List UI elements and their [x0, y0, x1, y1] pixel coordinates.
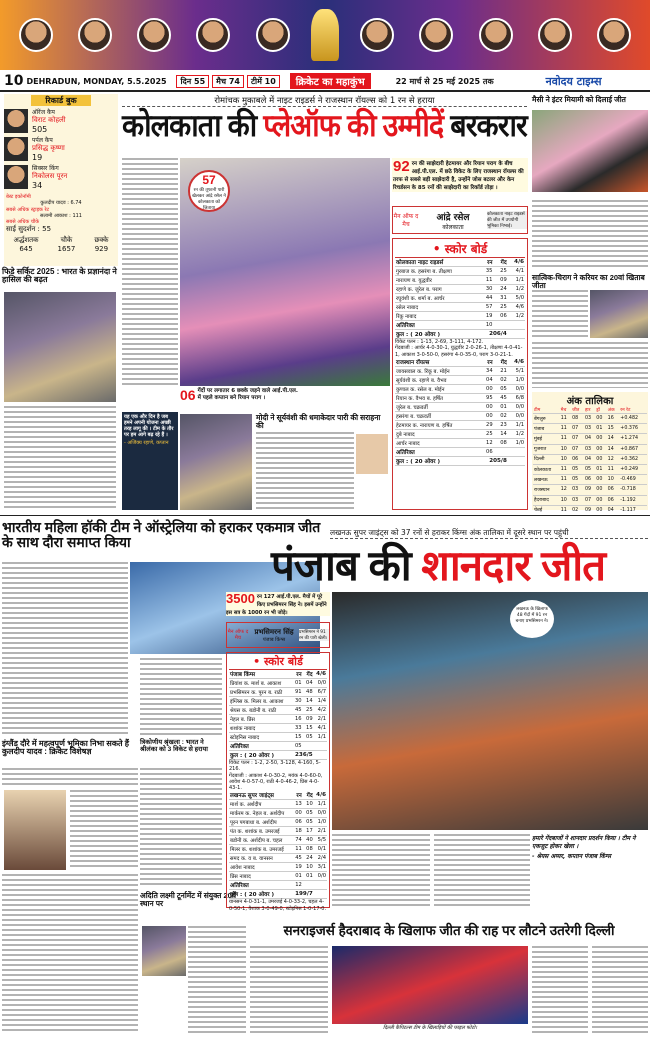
article-text	[532, 200, 648, 270]
points-row: हैदराबाद 10 03 07 00 06 -1.192	[533, 495, 647, 505]
fours-label: सबसे अधिक चौके	[6, 219, 40, 225]
partnership-stat: 92 रन की साझेदारी हेटमायर और रियान पराग के बीच आई.पी.एल. में छठे विकेट के लिए राजस्थान रॉयल्स की तरफ से सबसे बड़ी साझेदारी है, उन्होंने जोस बटलर और केन रिचर्डसन के 85 रनों की साझेदारी का रिकॉर्ड तोड़ा ।	[392, 158, 528, 192]
strike-label: सबसे अधिक स्ट्राइक रेट	[6, 206, 50, 213]
player-photo	[19, 18, 53, 52]
batsman-row: कुणाल क. रसेल ब. मोईन 00 05 0/0	[396, 385, 524, 393]
team-header-row: राजस्थान रॉयल्स रन गेंद 4/6	[396, 358, 524, 366]
record-item: ऑरेंज कैप विराट कोहली 505	[4, 108, 118, 134]
points-row: राजस्थान 12 03 09 00 06 -0.718	[533, 485, 647, 495]
article-text	[250, 946, 328, 1034]
points-row: चेन्नई 11 02 09 00 04 -1.117	[533, 505, 647, 515]
prabhsimran-batting-photo	[332, 592, 648, 830]
kkr-scoreboard: • स्कोर बोर्ड कोलकाता नाइट राइडर्स रन गेंद 4/6 गुरबाज क. हसरंगा ब. तीक्षणा 35 25 4/1 नारायण ब. युद्धवीर 11 09 1/1 रहाणे क. जुरेल ब. पराग 30 24 1/2 रघुवंशी क. शर्मा ब. आर्चर 44 31 5/0 रसेल नाबाद 57 25 4/6 रिंकू नाबाद 19 06 1/2 अतिरिक्त 10 कुल : ( 20 ओवर ) 206/4 विकेट पतन : 1-13, 2-69, 3-111, 4-172. गेंदबाजी : आर्चर 4-0-30-1, युद्धवीर 2-0-26-1, तीक्षणा 4-0-41-1, आकाश 3-0-50-0, हसरंगा 4-0-35-0, पराग 3-0-21-1. राजस्थान रॉयल्स रन गेंद 4/6 जायसवाल क. रिंकू ब. मोईन 34 21 5/1 सूर्यवंशी क. रहाणे ब. वैभव 04 02 1/0 कुणाल क. रसेल ब. मोईन 00 05 0/0 रियान क. वैभव ब. हर्षित 95 45 6/8 जुरेल ब. चक्रवर्ती 00 01 0/0 हसरंगा ब. चक्रवर्ती 00 02 0/0 हेटमायर क. नारायण ब. हर्षित 29 23 1/1 दुबे नाबाद 25 14 1/2 आर्चर नाबाद 12 08 1/0 अतिरिक्त 06 कुल : ( 20 ओवर ) 205/8	[392, 238, 528, 510]
strike-value: सलामी आकाश : 111	[40, 212, 82, 219]
batsman-row: प्रियांश क. मार्श ब. आकाश 01 04 0/0	[230, 680, 326, 687]
batsman-row: सूर्यवंशी क. रहाणे ब. वैभव 04 02 1/0	[396, 376, 524, 384]
batsman-row: मार्श क. अर्शदीप 13 10 1/1	[230, 801, 326, 809]
batsman-row: गुरबाज क. हसरंगा ब. तीक्षणा 35 25 4/1	[396, 268, 524, 275]
points-table-title: अंक तालिका	[566, 396, 614, 407]
batsman-row: श्रेयस क. बडोनी ब. राठी 45 25 4/2	[230, 707, 326, 714]
batsman-row: रहाणे क. जुरेल ब. पराग 30 24 1/2	[396, 286, 524, 293]
scoreboard-title: • स्कोर बोर्ड	[229, 654, 327, 670]
aditi-photo	[142, 926, 186, 976]
brand-title: क्रिकेट का महाकुंभ	[290, 73, 371, 89]
points-row: बेंगलुरु 11 08 03 00 16 +0.482	[533, 414, 647, 424]
article-text	[532, 290, 588, 338]
prabhsimran-stat: 3500 रन 127 आई.पी.एल. मैचों में पूरे किए प्रभसिमरन सिंह ने। इसमें उन्होंने इस सत्र के 1000 रन भी जोड़े।	[226, 592, 330, 616]
fall-of-wickets: विकेट पतन : 1-2, 2-50, 3-128, 4-160, 5-216.	[229, 760, 321, 773]
aditi-headline: अदिति लक्ष्मी टूर्नामेंट में संयुक्त 20वें स्थान पर	[140, 891, 237, 908]
kuldeep-headline: इंग्लैंड दौरे में महत्वपूर्ण भूमिका निभा सकते हैं कुलदीप यादव : क्रिकेट विशेषज्ञ	[2, 739, 130, 757]
article-text	[532, 342, 648, 388]
article-text	[140, 658, 222, 736]
batsman-row: हसरंगा ब. चक्रवर्ती 00 02 0/0	[396, 412, 524, 420]
economy-value: कुलदीप यादव : 6.74	[40, 200, 82, 207]
player-photo	[4, 137, 28, 161]
batsman-row: पंत क. शशांक ब. उमरजई 18 17 2/1	[230, 828, 326, 836]
article-text	[256, 432, 354, 510]
batsman-row: आर्चर नाबाद 12 08 1/0	[396, 439, 524, 447]
bowling-figures: यानसन 4-0-31-1, उमरजई 4-0-33-2, चहल 4-0-50-1, वैशाक 3-0-49-0, स्टोइनिस 1-0-17-0.	[229, 899, 327, 912]
hockey-headline: भारतीय महिला हॉकी टीम ने ऑस्ट्रेलिया को हराकर एकमात्र जीत के साथ दौरा समाप्त किया	[2, 519, 321, 550]
article-text	[2, 874, 138, 1034]
batsman-row: शशांक नाबाद 33 15 4/1	[230, 725, 326, 732]
prabhsimran-bubble: लखनऊ के खिलाफ 48 गेंदों में 91 रन बनाए प्रभसिमरन ने।	[510, 600, 554, 638]
page-header	[0, 72, 650, 92]
player-photo	[419, 18, 453, 52]
batsman-row: जुरेल ब. चक्रवर्ती 00 01 0/0	[396, 403, 524, 411]
paper-logo: नवोदय टाइम्स	[545, 74, 602, 88]
article-text	[2, 562, 128, 737]
points-row: लखनऊ 11 05 06 00 10 -0.469	[533, 475, 647, 485]
man-of-the-match: मैन ऑफ द मैच आंद्रे रसेल कोलकाता कोलकाता नाइट राइडर्स की जीत में उपयोगी भूमिका निभाई।	[392, 206, 528, 234]
article-text	[122, 158, 178, 386]
satwik-chirag-photo	[590, 290, 648, 338]
player-photo	[538, 18, 572, 52]
player-photo	[137, 18, 171, 52]
batsman-row: प्रिंस नाबाद 01 01 0/0	[230, 873, 326, 881]
points-table	[532, 392, 648, 514]
kuldeep-photo	[4, 790, 66, 870]
modi-headline: मोदी ने सूर्यवंशी की धमाकेदार पारी की सराहना की	[256, 413, 381, 430]
punjab-headline: पंजाब की शानदार जीत	[270, 542, 606, 589]
bowling-figures: गेंदबाजी : आकाश 4-0-30-2, मयंक 4-0-60-0, आवेश 4-0-57-0, राठी 4-0-46-2, प्रिंस 4-0-43-1.	[229, 772, 323, 791]
batsman-row: प्रभसिमरन क. पूरन ब. राठी 91 48 6/7	[230, 689, 326, 696]
parag-photo	[180, 414, 252, 510]
player-photo	[196, 18, 230, 52]
scoreboard-title: • स्कोर बोर्ड	[395, 240, 525, 258]
delhi-team-photo	[332, 946, 528, 1024]
points-row: कोलकाता 11 05 05 01 11 +0.249	[533, 464, 647, 474]
record-item: सिक्सर किंग निकोलस पूरन 34	[4, 164, 118, 190]
batsman-row: रसेल नाबाद 57 25 4/6	[396, 304, 524, 311]
batsman-row: हेटमायर क. नारायण ब. हर्षित 29 23 1/1	[396, 421, 524, 429]
sri-lanka-series-headline: त्रिकोणीय श्रृंखला : भारत ने श्रीलंका को 3 विकेट से हराया	[140, 739, 208, 753]
top-banner	[0, 0, 650, 70]
batsman-row: नारायण ब. युद्धवीर 11 09 1/1	[396, 277, 524, 284]
batsman-row: बडोनी क. अर्शदीप ब. चहल 74 40 5/5	[230, 837, 326, 845]
teams-count: टीमें 10	[247, 75, 280, 88]
batsman-row: मार्करम क. नेहल ब. अर्शदीप 00 05 0/0	[230, 810, 326, 818]
batsman-row: नेहल ब. प्रिंस 16 09 2/1	[230, 716, 326, 723]
record-book	[4, 94, 118, 266]
batsman-row: रघुवंशी क. शर्मा ब. आर्चर 44 31 5/0	[396, 295, 524, 302]
player-photo	[4, 165, 28, 189]
date-range: 22 मार्च से 25 मई 2025 तक	[395, 76, 494, 86]
economy-label: बेस्ट इकोनॉमी	[6, 194, 31, 200]
article-text	[532, 946, 588, 1034]
matches-count: मैच 74	[212, 75, 244, 88]
team-header-row: कोलकाता नाइट राइडर्स रन गेंद 4/6	[396, 259, 524, 266]
satwik-headline: सात्विक-चिराग ने करियर का 20वां खिताब जीता	[532, 273, 645, 290]
fide-headline: फिडे सर्किट 2025 : भारत के प्रज्ञानंदा ने हासिल की बढ़त	[2, 267, 117, 285]
main-headline: कोलकाता की प्लेऑफ की उम्मीदें बरकरार	[122, 108, 527, 143]
batsman-row: समद क. व ब. यानसन 45 24 2/4	[230, 855, 326, 863]
stat-sixes: छक्के 929	[94, 236, 109, 253]
batsman-row: दुबे नाबाद 25 14 1/2	[396, 430, 524, 438]
messi-photo	[532, 110, 648, 192]
points-row: दिल्ली 10 06 04 00 12 +0.362	[533, 454, 647, 464]
bowling-figures: गेंदबाजी : आर्चर 4-0-30-1, युद्धवीर 2-0-26-1, तीक्षणा 4-0-41-1, आकाश 3-0-50-0, हसरंगा 4-0-35-0, पराग 3-0-21-1.	[395, 345, 523, 358]
article-text	[592, 946, 648, 1034]
batsman-row: जायसवाल क. रिंकू ब. मोईन 34 21 5/1	[396, 367, 524, 375]
player-photo	[479, 18, 513, 52]
fall-of-wickets: विकेट पतन : 1-13, 2-69, 3-111, 4-172.	[395, 339, 484, 345]
points-row: गुजरात 10 07 03 00 14 +0.867	[533, 444, 647, 454]
record-book-title: रिकार्ड बुक	[31, 95, 91, 106]
parag-caption: 06 गेंदों पर लगातार 6 छक्के जड़ने वाले आई.पी.एल. में पहले कप्तान बने रियान पराग ।	[180, 387, 298, 403]
article-text	[2, 768, 138, 786]
messi-headline: मैसी ने इंटर मियामी को दिलाई जीत	[532, 95, 626, 104]
article-text	[332, 834, 430, 906]
man-of-the-match: मैन ऑफ द मैच प्रभसिमरन सिंह पंजाब किंग्स प्रभसिमरन ने 91 रन की पारी खेली।	[226, 622, 330, 648]
rahane-quote: यह एक और दिन है जब हमने अपनी योजना अच्छी तरह लागू की । टीम के तौर पर हम आगे बढ़ रहे हैं । - अजिंक्य रहाणे, कप्तान	[122, 412, 178, 510]
delhi-photo-caption: दिल्ली कैपिटल्स टीम के खिलाड़ियों की फाइल फोटो।	[382, 1025, 478, 1031]
modi-photo	[356, 434, 388, 474]
punjab-kicker: लखनऊ सुपर जाइंट्स को 37 रनों से हराकर किंग्स अंक तालिका में दूसरे स्थान पर पहुंची	[330, 528, 648, 539]
batsman-row: स्टोइनिस नाबाद 15 05 1/1	[230, 734, 326, 741]
shreyas-quote: हमारे गेंदबाजों ने शानदार प्रदर्शन किया । टीम ने एकजुट होकर खेला । - श्रेयस अय्यर, कप्तान पंजाब किंग्स	[532, 835, 636, 860]
stat-fifties: अर्द्धशतक 645	[13, 236, 39, 253]
batsman-row: पूरन पगबाधा ब. अर्शदीप 06 05 1/0	[230, 819, 326, 827]
team-header-row: लखनऊ सुपर जाइंट्स रन गेंद 4/6	[230, 792, 326, 800]
points-header: टीम मैच जीत हार ड्रॉ अंक रन रेट	[533, 407, 647, 414]
batsman-row: रिंकू नाबाद 19 06 1/2	[396, 313, 524, 320]
pbks-scoreboard: • स्कोर बोर्ड पंजाब किंग्स रन गेंद 4/6 प्रियांश क. मार्श ब. आकाश 01 04 0/0 प्रभसिमरन क. पूरन ब. राठी 91 48 6/7 इंग्लिस क. मिलर ब. आकाश 30 14 1/4 श्रेयस क. बडोनी ब. राठी 45 25 4/2 नेहल ब. प्रिंस 16 09 2/1 शशांक नाबाद 33 15 4/1 स्टोइनिस नाबाद 15 05 1/1 अतिरिक्त 05 कुल : ( 20 ओवर ) 236/5 विकेट पतन : 1-2, 2-50, 3-128, 4-160, 5-216. गेंदबाजी : आकाश 4-0-30-2, मयंक 4-0-60-0, आवेश 4-0-57-0, राठी 4-0-46-2, प्रिंस 4-0-43-1. लखनऊ सुपर जाइंट्स रन गेंद 4/6 मार्श क. अर्शदीप 13 10 1/1 मार्करम क. नेहल ब. अर्शदीप 00 05 0/0 पूरन पगबाधा ब. अर्शदीप 06 05 1/0 पंत क. शशांक ब. उमरजई 18 17 2/1 बडोनी क. अर्शदीप ब. चहल 74 40 5/5 मिलर क. शशांक ब. उमरजई 11 08 0/1 समद क. व ब. यानसन 45 24 2/4 आवेश नाबाद 19 10 3/1 प्रिंस नाबाद 01 01 0/0 अतिरिक्त 12 कुल : ( 20 ओवर ) 199/7 यानसन 4-0-31-1, उमरजई 4-0-33-2, चहल 4-0-50-1, वैशाक 3-0-49-0, स्टोइनिस 1-0-17-0.	[226, 652, 330, 908]
fours-value: साई सुदर्शन : 55	[6, 225, 52, 234]
days-count: दिन 55	[176, 75, 209, 88]
player-photo	[4, 109, 28, 133]
delhi-headline: सनराइजर्स हैदराबाद के खिलाफ जीत की राह पर लौटने उतरेगी दिल्ली	[283, 923, 615, 938]
player-photo	[78, 18, 112, 52]
article-text	[140, 768, 222, 888]
batsman-row: आवेश नाबाद 19 10 3/1	[230, 864, 326, 872]
player-photo	[360, 18, 394, 52]
player-photo	[597, 18, 631, 52]
team-header-row: पंजाब किंग्स रन गेंद 4/6	[230, 671, 326, 678]
praggnanandhaa-photo	[4, 292, 116, 402]
points-row: पंजाब 11 07 03 01 15 +0.376	[533, 424, 647, 434]
main-headline-box	[122, 110, 527, 154]
player-photo	[256, 18, 290, 52]
article-text	[4, 406, 116, 510]
record-item: पर्पल कैप प्रसिद्ध कृष्णा 19	[4, 136, 118, 162]
article-text	[188, 926, 246, 1036]
main-kicker: रोमांचक मुकाबले में नाइट राइडर्स ने राजस्थान रॉयल्स को 1 रन से हराया	[122, 95, 527, 107]
batsman-row: मिलर क. शशांक ब. उमरजई 11 08 0/1	[230, 846, 326, 854]
batsman-row: इंग्लिस क. मिलर ब. आकाश 30 14 1/4	[230, 698, 326, 705]
article-text	[434, 834, 530, 906]
points-row: मुंबई 11 07 04 00 14 +1.274	[533, 434, 647, 444]
trophy-icon	[311, 9, 339, 61]
stat-fours: चौके 1657	[57, 236, 76, 253]
batsman-row: रियान क. वैभव ब. हर्षित 95 45 6/8	[396, 394, 524, 402]
russell-badge: 57 रन की तूफानी पारी खेलकर आंद्रे रसेल ने कोलकाता को जिताया	[188, 170, 230, 212]
section-divider	[0, 515, 650, 516]
edition-date: DEHRADUN, MONDAY, 5.5.2025	[26, 76, 167, 86]
article-text	[70, 790, 138, 870]
page-number: 10	[4, 73, 24, 89]
